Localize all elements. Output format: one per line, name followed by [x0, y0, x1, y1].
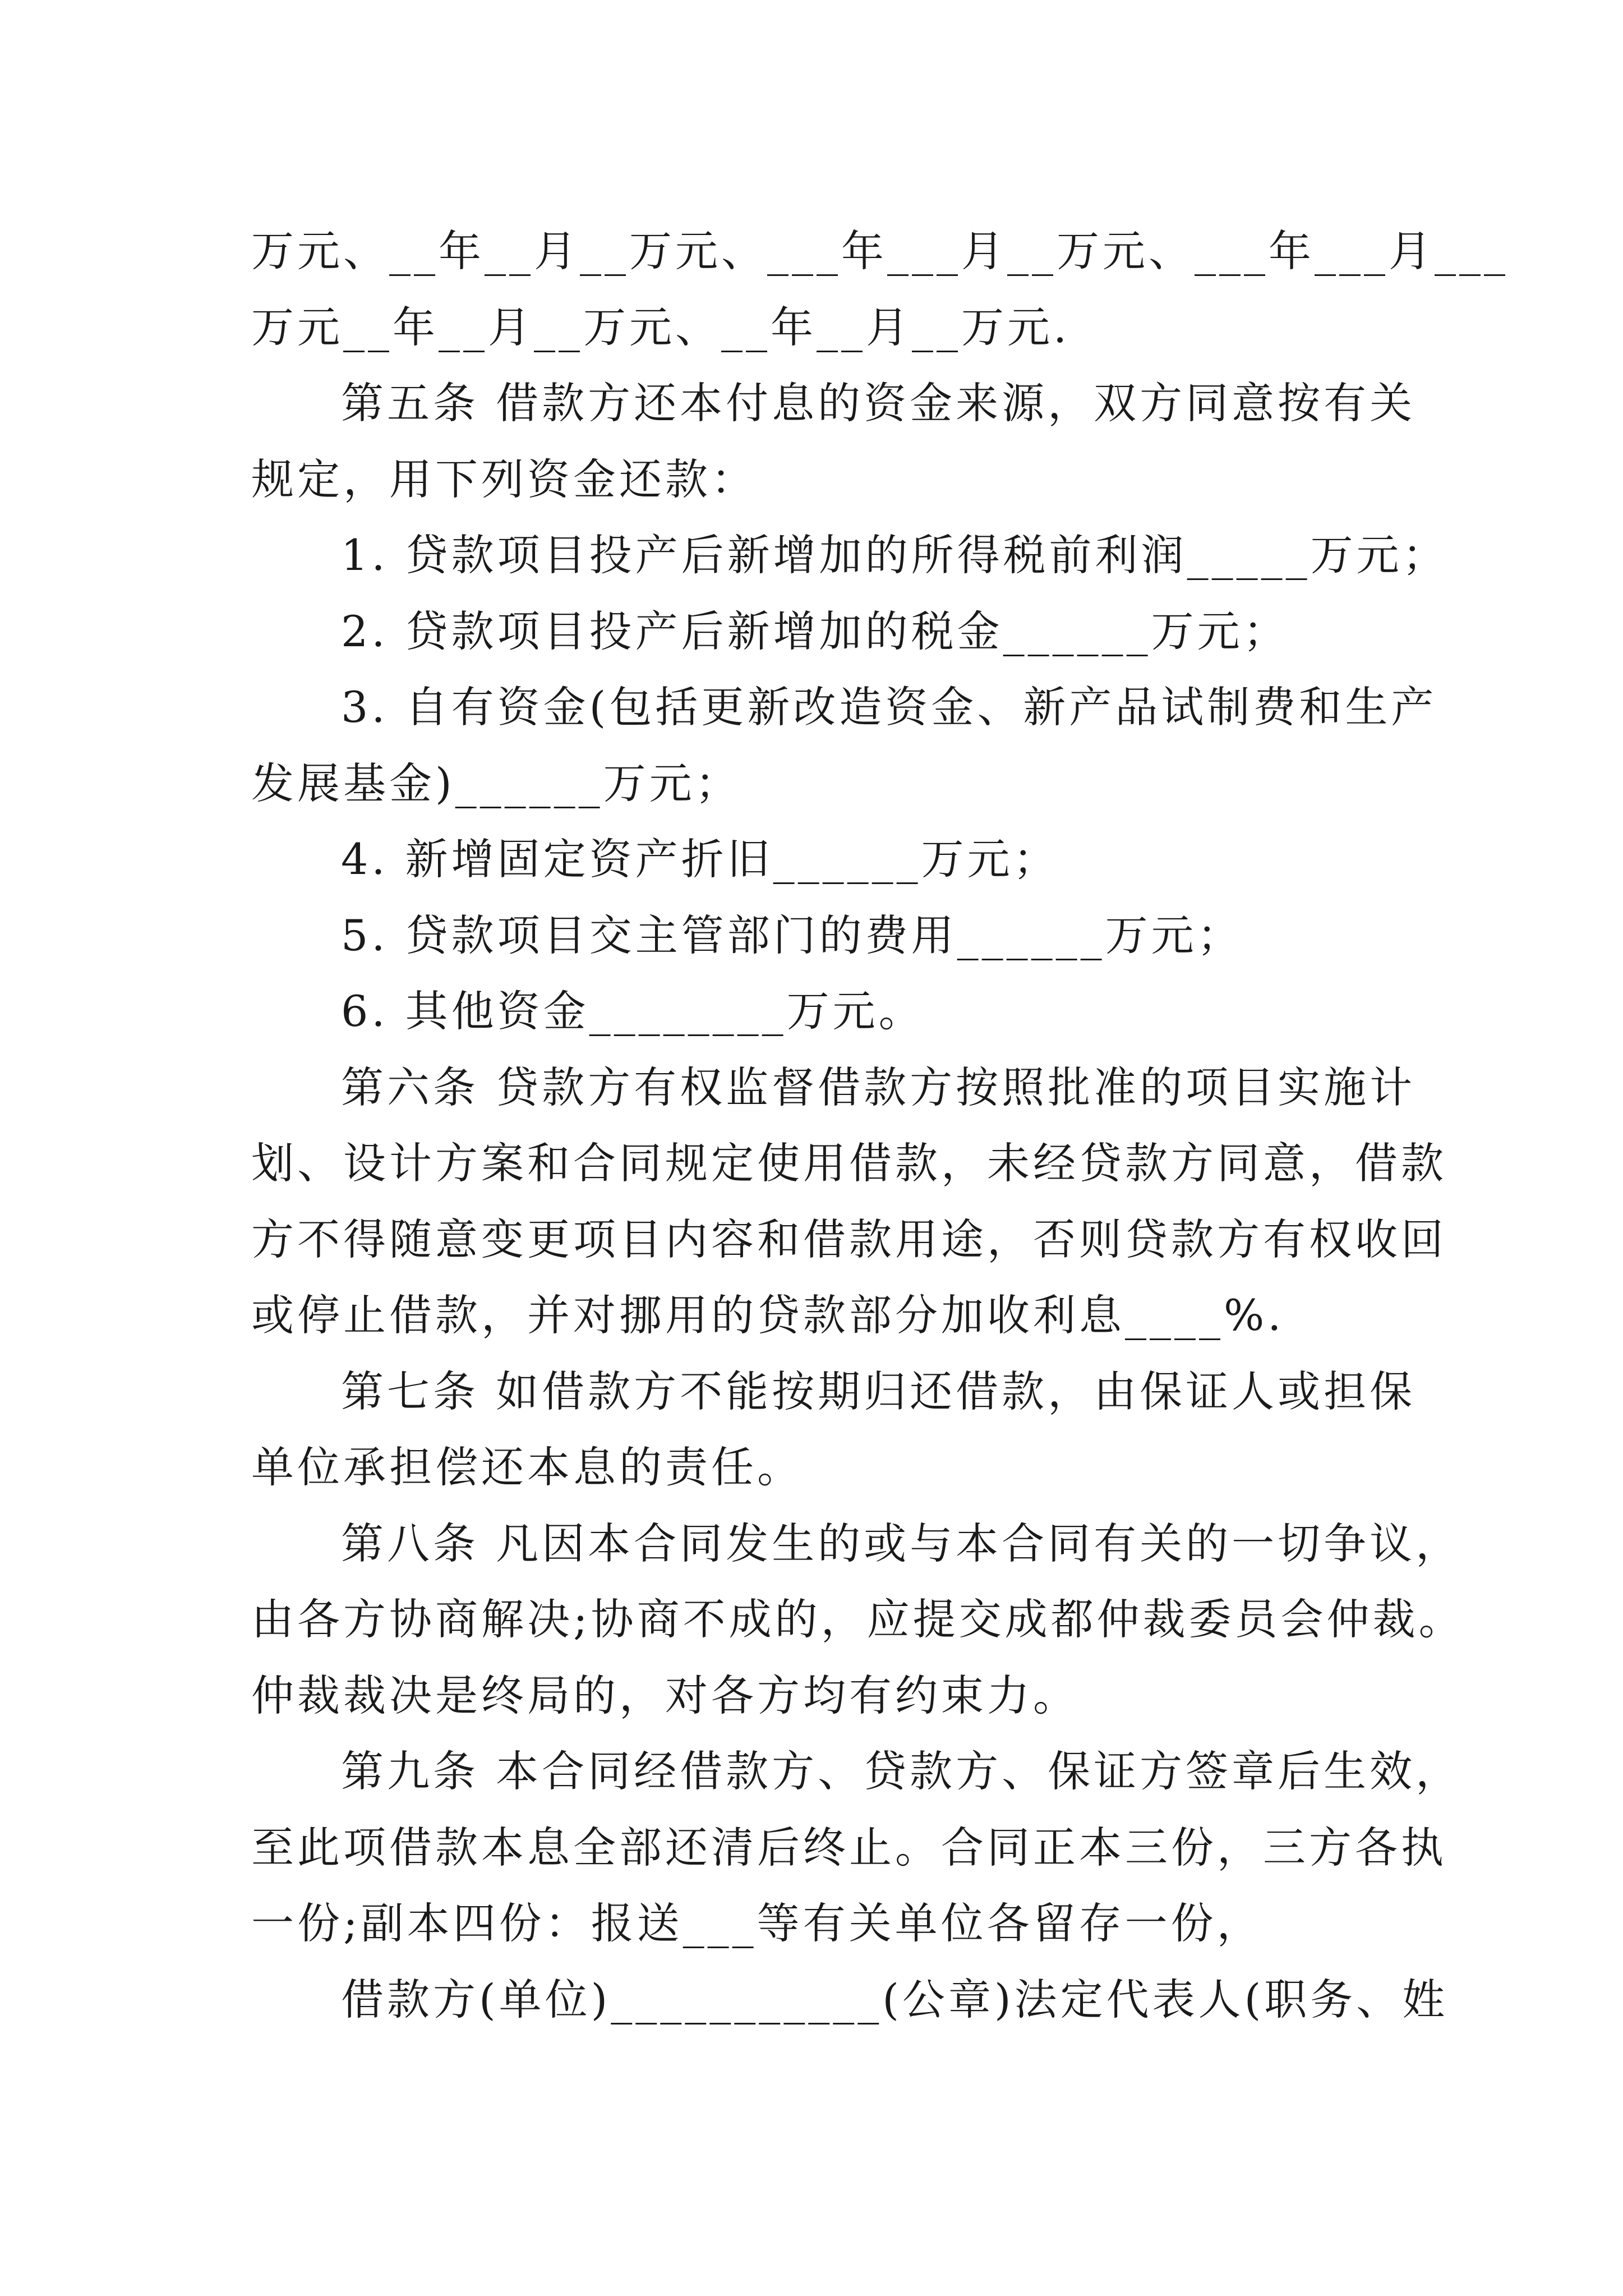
article-6-heading-line: 第六条 贷款方有权监督借款方按照批准的项目实施计: [341, 1062, 1416, 1112]
text-line-1: 万元、__年__月__万元、___年___月__万元、___年___月___: [251, 226, 1509, 276]
list-item-2: 2. 贷款项目投产后新增加的税金______万元；: [341, 606, 1289, 656]
contract-body: [251, 213, 1509, 2037]
list-item-5: 5. 贷款项目交主管部门的费用______万元；: [341, 910, 1243, 960]
article-8-heading-line: 第八条 凡因本合同发生的或与本合同有关的一切争议，: [341, 1518, 1462, 1568]
text-line-19: 由各方协商解决;协商不成的，应提交成都仲裁委员会仲裁。: [251, 1594, 1465, 1644]
text-line-17: 单位承担偿还本息的责任。: [251, 1442, 803, 1492]
list-item-4: 4. 新增固定资产折旧______万元；: [341, 834, 1059, 884]
article-5-heading-line: 第五条 借款方还本付息的资金来源，双方同意按有关: [341, 378, 1416, 428]
list-item-1: 1. 贷款项目投产后新增加的所得税前利润_____万元；: [341, 530, 1449, 580]
text-line-2: 万元__年__月__万元、__年__月__万元.: [251, 302, 1071, 352]
text-line-23: 一份;副本四份：报送___等有关单位各留存一份，: [251, 1898, 1263, 1948]
text-line-20: 仲裁裁决是终局的，对各方均有约束力。: [251, 1670, 1079, 1720]
list-item-3: 3. 自有资金(包括更新改造资金、新产品试制费和生产: [341, 682, 1437, 732]
text-line-4: 规定，用下列资金还款：: [251, 454, 757, 504]
article-7-heading-line: 第七条 如借款方不能按期归还借款，由保证人或担保: [341, 1366, 1416, 1416]
text-line-22: 至此项借款本息全部还清后终止。合同正本三份，三方各执: [251, 1822, 1447, 1872]
list-item-6: 6. 其他资金________万元。: [341, 986, 925, 1036]
text-line-14: 方不得随意变更项目内容和借款用途，否则贷款方有权收回: [251, 1214, 1447, 1264]
text-line-13: 划、设计方案和合同规定使用借款，未经贷款方同意，借款: [251, 1138, 1447, 1188]
text-line-15: 或停止借款，并对挪用的贷款部分加收利息____%.: [251, 1290, 1285, 1340]
list-item-3-continued: 发展基金)______万元；: [251, 758, 741, 808]
article-9-heading-line: 第九条 本合同经借款方、贷款方、保证方签章后生效，: [341, 1746, 1462, 1796]
signature-line-borrower: 借款方(单位)___________(公章)法定代表人(职务、姓: [341, 1974, 1449, 2024]
